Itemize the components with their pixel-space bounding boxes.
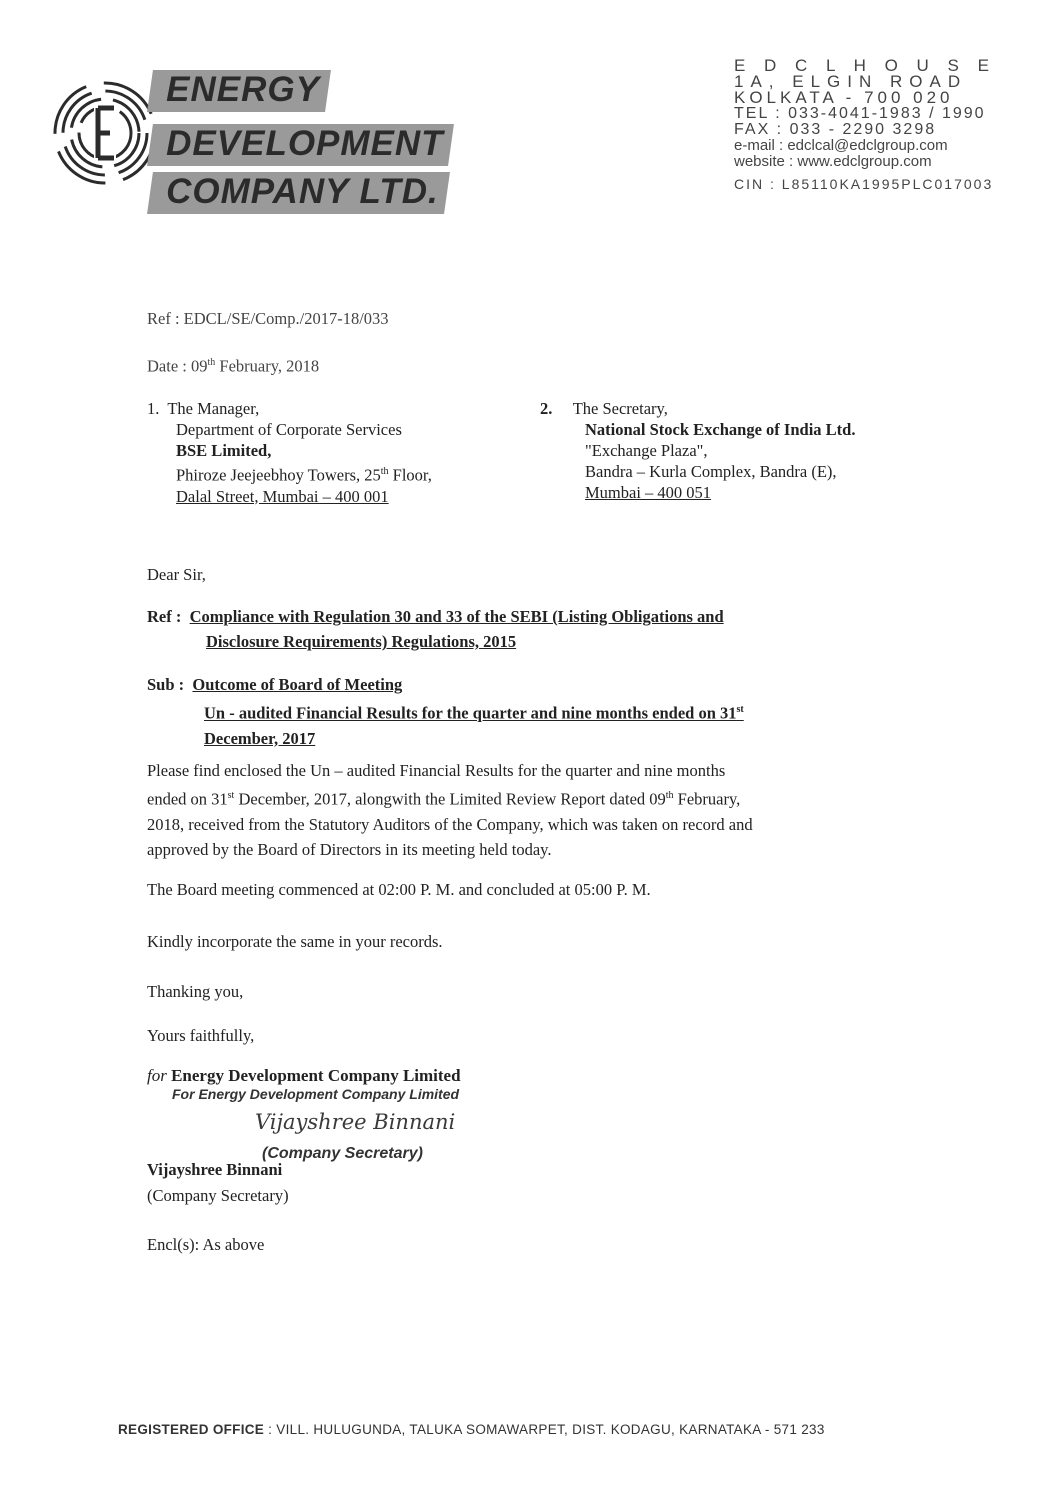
address-fax: FAX : 033 - 2290 3298 bbox=[734, 121, 937, 138]
recipient-company: BSE Limited, bbox=[176, 441, 272, 460]
body-line: 2018, received from the Statutory Auditors of the Company, which was taken on record and bbox=[147, 814, 753, 834]
body-line: approved by the Board of Directors in its meeting held today. bbox=[147, 839, 552, 859]
closing-line: Yours faithfully, bbox=[147, 1026, 255, 1045]
address-tel: TEL : 033-4041-1983 / 1990 bbox=[734, 105, 986, 122]
recipient-address-3: Mumbai – 400 051 bbox=[585, 483, 712, 502]
recipient-address-2: Bandra – Kurla Complex, Bandra (E), bbox=[585, 462, 837, 481]
reference-label: Ref : bbox=[147, 607, 182, 626]
address-email: e-mail : edclcal@edclgroup.com bbox=[734, 137, 948, 154]
signatory-name: Vijayshree Binnani bbox=[147, 1160, 283, 1179]
address-cin: CIN : L85110KA1995PLC017003 bbox=[734, 176, 994, 192]
recipient-number: 1. bbox=[147, 399, 160, 418]
registered-office-footer: REGISTERED OFFICE : VILL. HULUGUNDA, TALUKA SOMAWARPET, DIST. KODAGU, KARNATAKA - 571 233 bbox=[118, 1422, 825, 1437]
address-website: website : www.edclgroup.com bbox=[734, 153, 932, 170]
recipient-title: The Manager, bbox=[167, 399, 260, 418]
subject-line-3: December, 2017 bbox=[204, 728, 316, 748]
enclosure: Encl(s): As above bbox=[147, 1235, 265, 1254]
subject-label: Sub : bbox=[147, 675, 185, 694]
recipient-address-2: Dalal Street, Mumbai – 400 001 bbox=[176, 486, 389, 506]
body-paragraph-1 bbox=[147, 758, 947, 862]
subject-line-2: Un - audited Financial Results for the quarter and nine months ended on 31st bbox=[204, 703, 744, 723]
signature-for-line: for Energy Development Company Limited bbox=[147, 1066, 461, 1085]
address-building: E D C L H O U S E bbox=[734, 56, 996, 75]
body-line: Please find enclosed the Un – audited Financial Results for the quarter and nine months bbox=[147, 761, 726, 780]
recipient-company: National Stock Exchange of India Ltd. bbox=[585, 420, 856, 439]
handwritten-signature: Vijayshree Binnani bbox=[255, 1110, 456, 1134]
address-street: 1A, ELGIN ROAD bbox=[734, 72, 968, 91]
company-stamp-title: (Company Secretary) bbox=[262, 1145, 423, 1162]
reference-line-1: Compliance with Regulation 30 and 33 of the SEBI (Listing Obligations and bbox=[189, 607, 724, 626]
recipient-org: Department of Corporate Services bbox=[176, 420, 402, 439]
letter-date: Date : 09th February, 2018 bbox=[147, 356, 320, 376]
recipient-number: 2. bbox=[540, 399, 553, 418]
body-line: ended on 31st December, 2017, alongwith the Limited Review Report dated 09th February, bbox=[147, 789, 741, 809]
body-paragraph-2: The Board meeting commenced at 02:00 P. M. and concluded at 05:00 P. M. bbox=[147, 880, 651, 899]
subject-line-1: Outcome of Board of Meeting bbox=[192, 675, 403, 694]
compliance-reference bbox=[147, 604, 937, 654]
brand-line-1: ENERGY bbox=[147, 70, 331, 112]
company-stamp-text: For Energy Development Company Limited bbox=[172, 1086, 460, 1102]
recipient-address-1: Phiroze Jeejeebhoy Towers, 25th Floor, bbox=[176, 465, 432, 485]
address-city: KOLKATA - 700 020 bbox=[734, 88, 954, 107]
brand-line-2: DEVELOPMENT bbox=[147, 124, 454, 166]
body-paragraph-3: Kindly incorporate the same in your records. bbox=[147, 932, 443, 951]
subject bbox=[147, 672, 937, 751]
signatory-title: (Company Secretary) bbox=[147, 1186, 289, 1205]
reference-line-2: Disclosure Requirements) Regulations, 2015 bbox=[206, 632, 517, 651]
edcl-logo-icon bbox=[50, 78, 160, 188]
company-address bbox=[734, 58, 1024, 192]
reference-number: Ref : EDCL/SE/Comp./2017-18/033 bbox=[147, 309, 389, 328]
recipient-nse bbox=[540, 398, 855, 503]
brand-line-3: COMPANY LTD. bbox=[147, 172, 449, 214]
recipient-title: The Secretary, bbox=[572, 399, 668, 418]
recipient-bse bbox=[147, 398, 432, 507]
thanking-line: Thanking you, bbox=[147, 982, 244, 1001]
recipient-address-1: "Exchange Plaza", bbox=[585, 441, 708, 460]
salutation: Dear Sir, bbox=[147, 565, 206, 584]
